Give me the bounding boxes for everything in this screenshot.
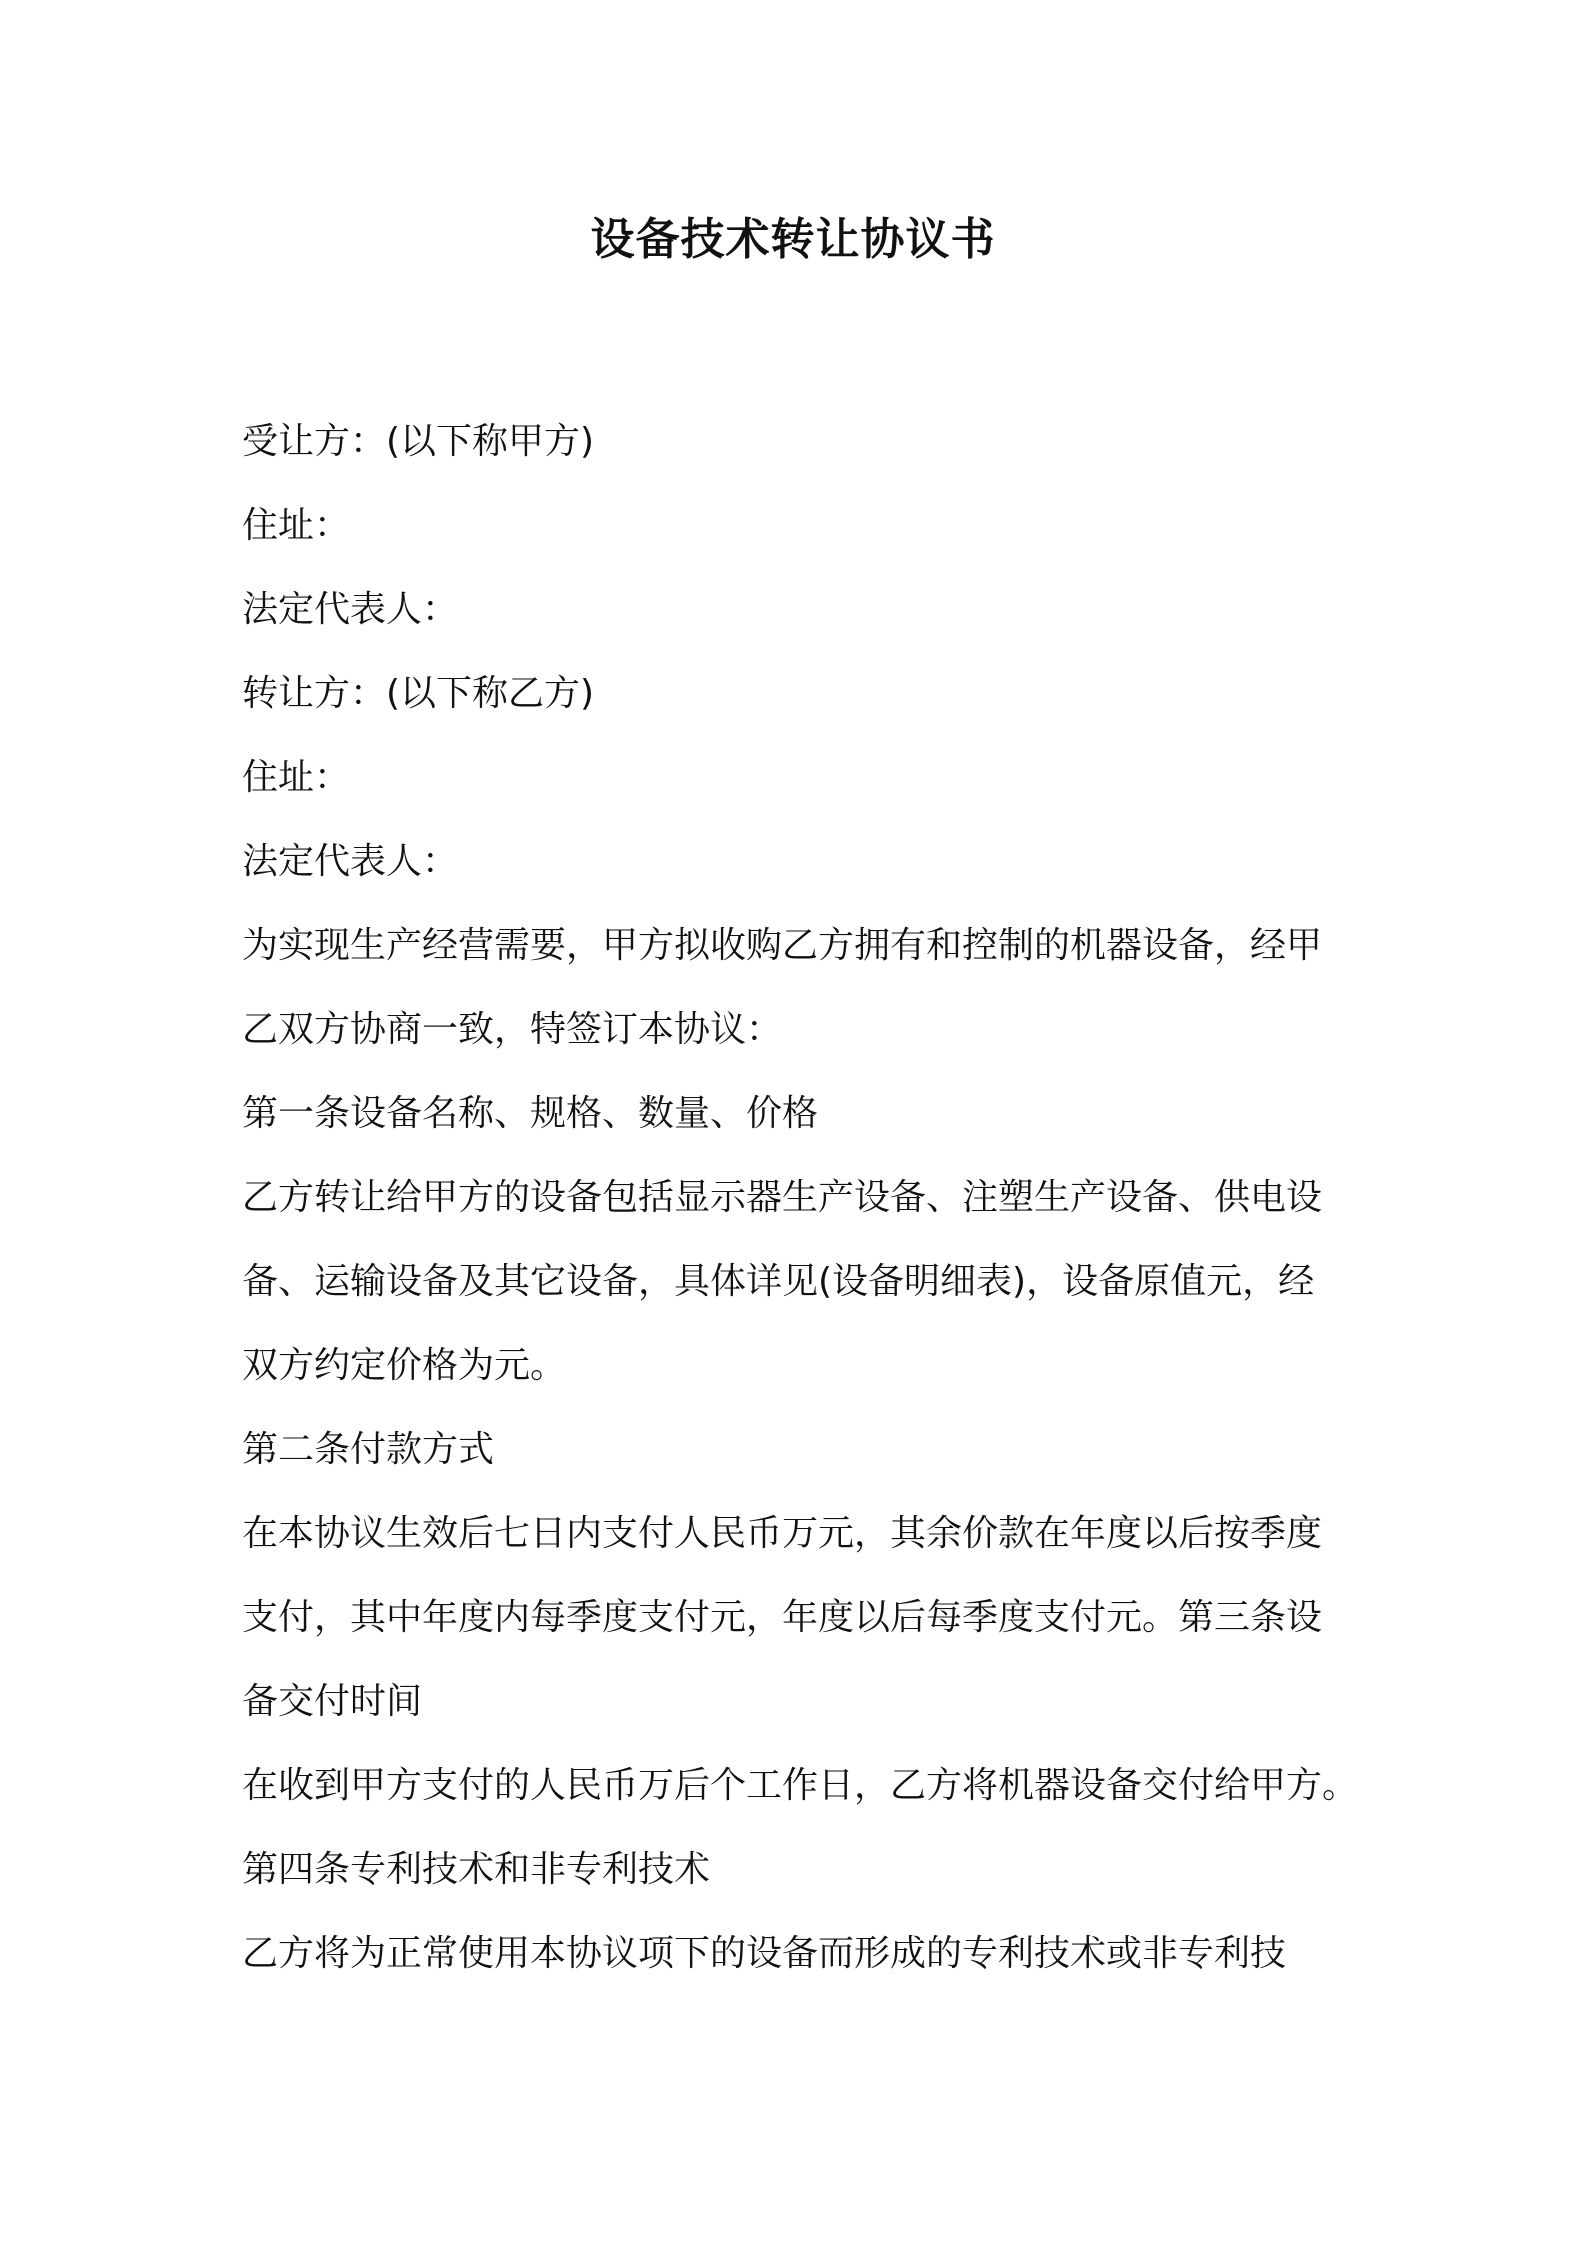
preamble-line: 乙双方协商一致，特签订本协议： bbox=[242, 1009, 783, 1050]
article-1-text-line: 乙方转让给甲方的设备包括显示器生产设备、注塑生产设备、供电设 bbox=[242, 1177, 1323, 1218]
article-1-heading: 第一条设备名称、规格、数量、价格 bbox=[242, 1093, 819, 1134]
transferor-representative-line: 法定代表人： bbox=[242, 841, 459, 882]
transferee-address-line: 住址： bbox=[242, 505, 351, 546]
preamble-line: 为实现生产经营需要，甲方拟收购乙方拥有和控制的机器设备，经甲 bbox=[242, 925, 1323, 966]
article-3-heading-line: 备交付时间 bbox=[242, 1681, 423, 1722]
article-4-text-line: 乙方将为正常使用本协议项下的设备而形成的专利技术或非专利技 bbox=[242, 1933, 1287, 1974]
transferor-line: 转让方：(以下称乙方) bbox=[242, 673, 595, 714]
transferor-address-line: 住址： bbox=[242, 757, 351, 798]
transferee-line: 受让方：(以下称甲方) bbox=[242, 421, 595, 462]
article-1-text-line: 双方约定价格为元。 bbox=[242, 1345, 567, 1386]
transferee-representative-line: 法定代表人： bbox=[242, 589, 459, 630]
document-title: 设备技术转让协议书 bbox=[590, 214, 996, 265]
article-1-text-line: 备、运输设备及其它设备，具体详见(设备明细表)，设备原值元，经 bbox=[242, 1261, 1315, 1302]
article-4-heading: 第四条专利技术和非专利技术 bbox=[242, 1849, 711, 1890]
document-body bbox=[242, 400, 1382, 1996]
article-2-heading: 第二条付款方式 bbox=[242, 1429, 495, 1470]
article-3-text-line: 在收到甲方支付的人民币万后个工作日，乙方将机器设备交付给甲方。 bbox=[242, 1765, 1359, 1806]
article-2-text-line: 在本协议生效后七日内支付人民币万元，其余价款在年度以后按季度 bbox=[242, 1513, 1323, 1554]
article-2-text-line: 支付，其中年度内每季度支付元，年度以后每季度支付元。第三条设 bbox=[242, 1597, 1323, 1638]
